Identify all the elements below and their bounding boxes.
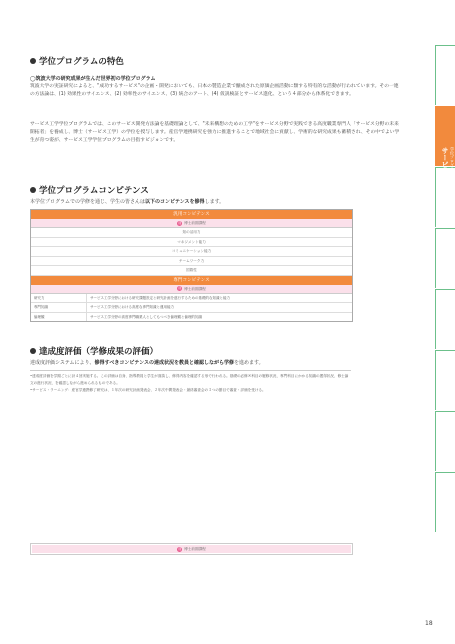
specialized-item: 倫理観 サービス工学分野の高度専門職業人としてもつべき倫理観と倫理的知識 (31, 313, 352, 322)
competence-table (30, 209, 353, 322)
bullet-dot-icon (30, 58, 36, 64)
bullet-dot-icon (30, 187, 36, 193)
general-item: チームワーク力 (31, 257, 352, 267)
specialized-competence-header: 専門コンピテンス (31, 276, 352, 285)
evaluation-lead: 達成度評価システムにより、修得すべきコンピテンスの達成状況を教員と確認しながら学修を進めます。 (30, 360, 264, 366)
section-title-features: 学位プログラムの特色 (30, 55, 124, 67)
tab-label: サービス工学 (441, 147, 449, 189)
chapter-tab[interactable] (435, 350, 455, 410)
course-badge-icon: 前 (178, 220, 182, 225)
bullet-dot-icon (30, 348, 36, 354)
paragraph-vision: サービス工学学位プログラムでは、このサービス開発方法論を基礎理論として、"未来構想のための工学"をサービス分野で実践できる高度職業専門人「サービス分野の未来開拓者」を養成し、博士（サービス工学）の学位を授与します。産官学連携研究を強力に推進することで地域社会に貢献し、学術的な研究成果も蓄積され、その中でよい学生が育つ姿が、サービス工学学位プログラムの目指すビジョンです。 (30, 122, 400, 143)
general-item: コミュニケーション能力 (31, 247, 352, 257)
chapter-tab[interactable] (435, 472, 455, 532)
competence-lead: 本学位プログラムでの学修を通じ、学生の皆さんは以下のコンピテンスを修得します。 (30, 199, 225, 205)
chapter-tab[interactable] (435, 289, 455, 349)
general-item: マネジメント能力 (31, 238, 352, 248)
chapter-tab[interactable] (435, 411, 455, 471)
evaluation-course-box: 前 博士前期課程 (30, 543, 353, 555)
general-course-row: 前 博士前期課程 (31, 219, 352, 228)
course-badge-icon: 前 (178, 286, 182, 290)
chapter-tab[interactable] (435, 45, 455, 105)
general-competence-header: 汎用コンピテンス (31, 210, 352, 219)
tab-sublabel: 学位プログラム (450, 147, 455, 175)
chapter-tabs (435, 45, 455, 533)
specialized-item: 研究力 サービス工学分野における研究課題設定と研究計画を遂行するための基礎的な知識と能力 (31, 294, 352, 304)
evaluation-note: •サービス・ラーニング：産官学連携修了研究は、１年次の研究計画発表会、２年次中間発表会・最終審査会の３つの節目で審査・評価を受ける。 (30, 388, 266, 392)
specialized-course-row: 前 博士前期課程 (31, 285, 352, 294)
course-badge-icon: 前 (178, 546, 182, 551)
specialized-item: 専門知識 サービス工学分野における高度な専門知識と運用能力 (31, 303, 352, 313)
general-item: 国際性 (31, 266, 352, 276)
evaluation-note: •達成度評価を学期ごとに計４回実施する。この評価は自身、指導教員と学生が面談し、修得内容を確認する形で行われる。基礎の必修８科目の履修状況、専門科目にかかる知識の獲得状況、修士論文の進行状況、を確認しながら進められるものである。 (30, 374, 349, 385)
general-item: 知の活用力 (31, 228, 352, 238)
evaluation-notes (30, 370, 351, 394)
chapter-tab[interactable] (435, 228, 455, 288)
section-subtitle: ◯筑波大学の研究成果が生んだ世界初の学位プログラム (30, 76, 156, 82)
page-number: 18 (425, 620, 433, 627)
section-title-evaluation: 達成度評価（学修成果の評価） (30, 345, 158, 357)
paragraph-methodology: 筑波大学の実証研究によると、"成功するサービス"の企画・開発においても、日本の製造企業で醸成された原価企画活動に類する特有的な活動が行われています。その一連の方法論は、(1) 効果性のサイエンス、(2) 効率性のサイエンス、(3) 統合のアート、(4) 仮説検証とサービス進化、という４部分から体系化できます。 (30, 84, 399, 97)
section-title-competence: 学位プログラムコンピテンス (30, 184, 149, 196)
